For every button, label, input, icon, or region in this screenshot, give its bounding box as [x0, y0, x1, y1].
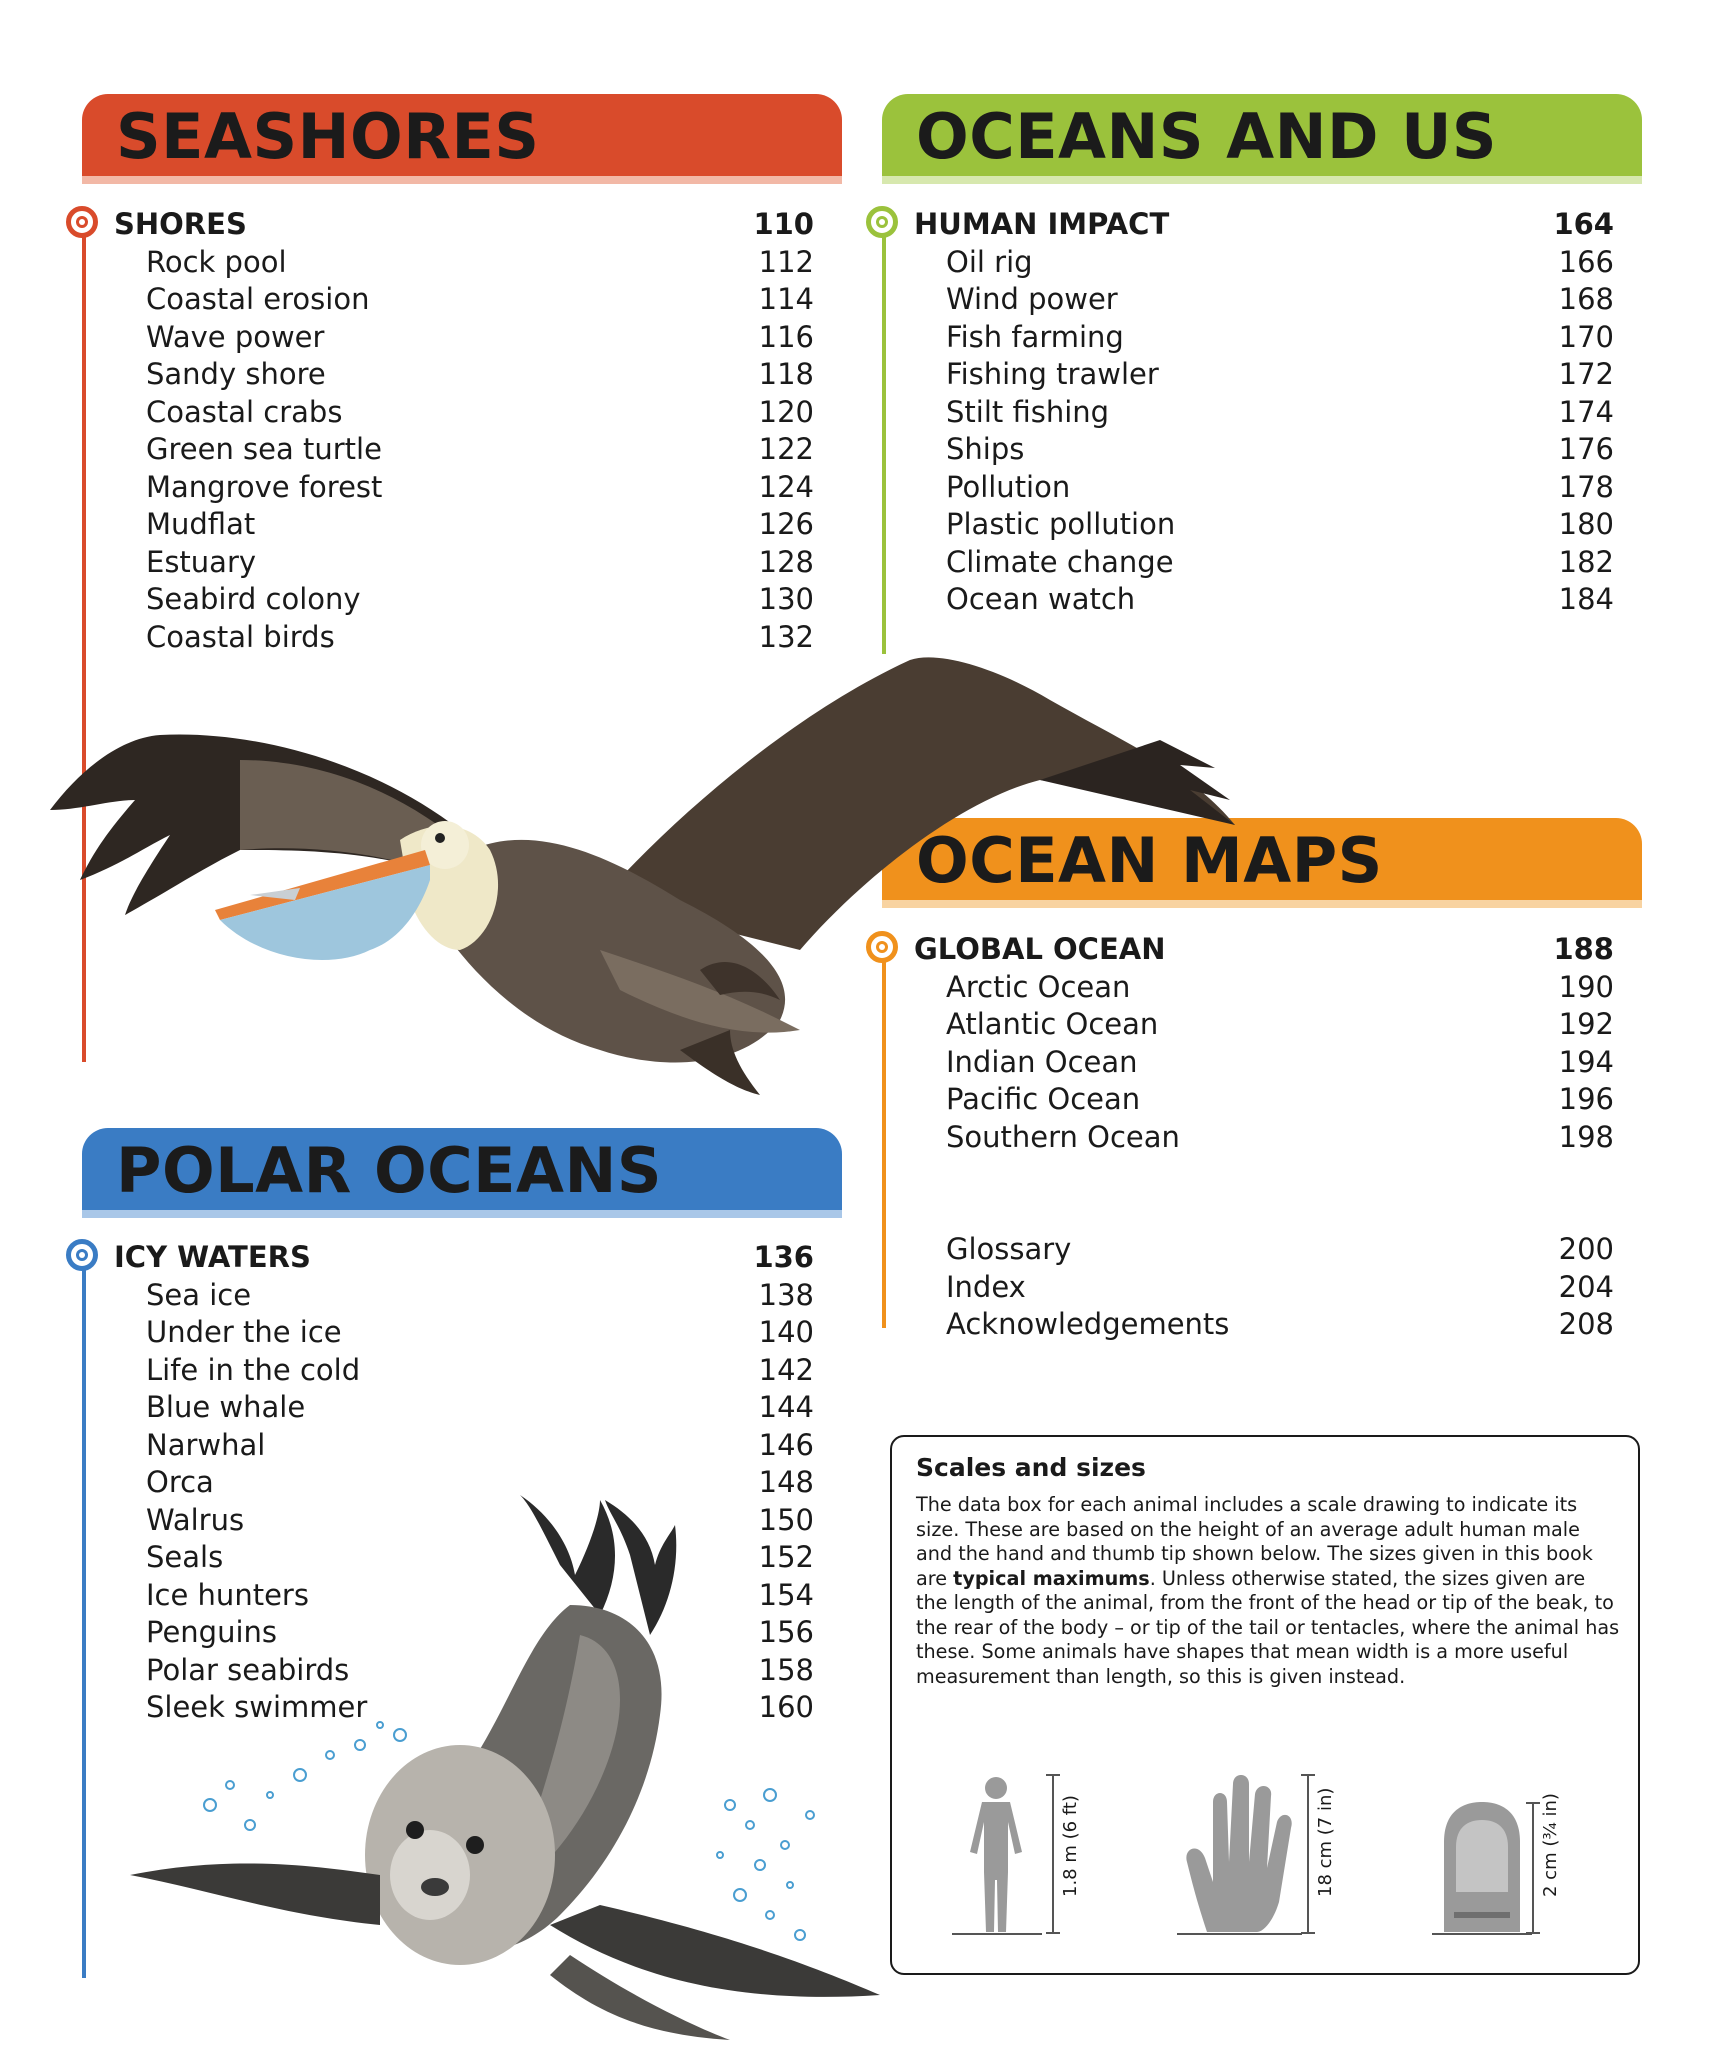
toc-label: Indian Ocean — [946, 1044, 1138, 1079]
scale-label: 2 cm (¾ in) — [1540, 1793, 1561, 1897]
scales-title: Scales and sizes — [916, 1453, 1146, 1482]
toc-item — [146, 469, 814, 506]
toc-item — [946, 281, 1614, 318]
toc-label: Narwhal — [146, 1427, 266, 1462]
toc-label: ICY WATERS — [114, 1240, 311, 1274]
toc-item — [946, 544, 1614, 581]
toc-label: Rock pool — [146, 244, 287, 279]
toc-page-number: 142 — [758, 1352, 814, 1387]
toc-page-number: 146 — [758, 1427, 814, 1462]
toc-item — [946, 244, 1614, 281]
toc-label: SHORES — [114, 207, 247, 241]
toc-item — [946, 319, 1614, 356]
toc-page-number: 178 — [1558, 469, 1614, 504]
toc-page-number: 140 — [758, 1315, 814, 1349]
toc-label: Green sea turtle — [146, 432, 382, 466]
section-banner — [82, 1128, 842, 1218]
toc-page-number: 168 — [1558, 282, 1614, 316]
bullet-icon — [66, 206, 98, 238]
toc-item — [146, 281, 814, 318]
toc-label: Sea ice — [146, 1277, 252, 1312]
toc-label: Glossary — [946, 1232, 1072, 1266]
bullet-icon — [66, 1239, 98, 1271]
toc-page-number: 182 — [1558, 544, 1614, 579]
toc-item — [146, 1314, 814, 1351]
toc-page-number: 144 — [758, 1390, 814, 1424]
toc-page-number: 166 — [1558, 244, 1614, 279]
toc-label: Mudflat — [146, 507, 256, 541]
toc-label: Walrus — [146, 1502, 245, 1537]
toc-page-number: 160 — [758, 1690, 814, 1724]
toc-item — [946, 1119, 1614, 1156]
toc-page-number: 204 — [1558, 1269, 1614, 1304]
pelican-illustration — [40, 650, 1240, 1100]
toc-page-number: 200 — [1558, 1232, 1614, 1266]
scale-figure-thumb — [1432, 1772, 1622, 1942]
section-title: OCEAN MAPS — [916, 824, 1383, 897]
scale-figure-human — [952, 1772, 1112, 1942]
scale-label: 18 cm (7 in) — [1315, 1787, 1336, 1897]
scales-text: The data box for each animal includes a scale drawing to indicate its size. These are based on the height of an average adult human male and the hand and thumb tip shown below. The sizes given in this book are typical maximums. Unless otherwise stated, the sizes given are the length of the animal, from the front of the head or tip of the beak, to the rear of the body – or tip of the tail or tentacles, where the animal has these. Some animals have shapes that mean width is a more useful measurement than length, so this is given instead. — [916, 1493, 1620, 1688]
toc-label: Ocean watch — [946, 582, 1136, 616]
toc-page-number: 158 — [758, 1652, 814, 1687]
toc-label: Wave power — [146, 319, 325, 354]
toc-item — [946, 469, 1614, 506]
toc-label: Arctic Ocean — [946, 969, 1131, 1004]
toc-page-number: 122 — [758, 432, 814, 466]
seal-illustration — [130, 1495, 890, 2045]
section-line — [82, 1250, 86, 1978]
toc-label: Stilt fishing — [946, 394, 1110, 429]
toc-label: Pollution — [946, 469, 1071, 504]
toc-page-number: 126 — [758, 507, 814, 541]
toc-item — [946, 356, 1614, 393]
toc-item — [946, 1231, 1614, 1268]
toc-label: Seals — [146, 1540, 224, 1574]
toc-label: Ships — [946, 432, 1025, 466]
toc-label: Sandy shore — [146, 357, 326, 391]
section-title: POLAR OCEANS — [116, 1134, 663, 1207]
toc-item — [146, 1277, 814, 1314]
toc-item — [146, 431, 814, 468]
toc-label: Blue whale — [146, 1390, 306, 1424]
toc-item — [946, 394, 1614, 431]
toc-label: Southern Ocean — [946, 1119, 1180, 1154]
toc-label: Fish farming — [946, 319, 1124, 354]
toc-label: Wind power — [946, 282, 1118, 316]
toc-label: HUMAN IMPACT — [914, 207, 1170, 241]
toc-page-number: 132 — [758, 619, 814, 654]
toc-page-number: 174 — [1558, 394, 1614, 429]
toc-label: Atlantic Ocean — [946, 1007, 1159, 1041]
section-title: OCEANS AND US — [916, 100, 1498, 173]
scale-figure-hand — [1177, 1772, 1367, 1942]
toc-label: Coastal erosion — [146, 282, 370, 316]
toc-label: Mangrove forest — [146, 469, 383, 504]
hand-icon — [1177, 1772, 1307, 1942]
toc-page-number: 176 — [1558, 432, 1614, 466]
toc-page-number: 154 — [758, 1577, 814, 1612]
toc-label: Coastal birds — [146, 619, 335, 654]
toc-page-number: 120 — [758, 394, 814, 429]
toc-page-number: 152 — [758, 1540, 814, 1574]
toc-label: Sleek swimmer — [146, 1690, 368, 1724]
toc-label: GLOBAL OCEAN — [914, 932, 1166, 966]
human-figure-icon — [952, 1772, 1052, 1942]
toc-item — [146, 1427, 814, 1464]
toc-page-number: 184 — [1558, 582, 1614, 616]
section-banner — [882, 94, 1642, 184]
toc-page-number: 198 — [1558, 1119, 1614, 1154]
toc-page-number: 194 — [1558, 1044, 1614, 1079]
toc-item — [946, 506, 1614, 543]
toc-item — [946, 1306, 1614, 1343]
toc-heading — [114, 206, 814, 243]
toc-label: Index — [946, 1269, 1026, 1304]
toc-page-number: 180 — [1558, 507, 1614, 541]
toc-page-number: 150 — [758, 1502, 814, 1537]
toc-page-number: 188 — [1553, 932, 1614, 966]
toc-label: Estuary — [146, 544, 257, 579]
toc-page-number: 138 — [758, 1277, 814, 1312]
toc-page-number: 192 — [1558, 1007, 1614, 1041]
toc-item — [146, 394, 814, 431]
toc-label: Polar seabirds — [146, 1652, 350, 1687]
section-banner — [82, 94, 842, 184]
thumb-tip-icon — [1432, 1772, 1532, 1942]
toc-label: Ice hunters — [146, 1577, 309, 1612]
toc-page-number: 114 — [758, 282, 814, 316]
toc-heading — [114, 1239, 814, 1276]
toc-label: Oil rig — [946, 244, 1033, 279]
toc-page-number: 136 — [753, 1240, 814, 1274]
toc-page-number: 128 — [758, 544, 814, 579]
toc-label: Orca — [146, 1465, 214, 1499]
toc-label: Fishing trawler — [946, 357, 1159, 391]
toc-page-number: 172 — [1558, 357, 1614, 391]
toc-page-number: 110 — [753, 207, 814, 241]
toc-page-number: 170 — [1558, 319, 1614, 354]
section-line — [882, 214, 886, 654]
toc-item — [146, 1389, 814, 1426]
toc-label: Life in the cold — [146, 1352, 361, 1387]
toc-page-number: 196 — [1558, 1082, 1614, 1116]
toc-page-number: 208 — [1558, 1307, 1614, 1341]
toc-item — [146, 581, 814, 618]
section-title: SEASHORES — [116, 100, 540, 173]
toc-item — [146, 356, 814, 393]
toc-item — [146, 544, 814, 581]
toc-page-number: 118 — [758, 357, 814, 391]
toc-label: Plastic pollution — [946, 507, 1176, 541]
toc-item — [946, 431, 1614, 468]
toc-label: Under the ice — [146, 1315, 342, 1349]
toc-page-number: 124 — [758, 469, 814, 504]
toc-page-number: 156 — [758, 1615, 814, 1649]
toc-page-number: 164 — [1553, 207, 1614, 241]
toc-item — [146, 244, 814, 281]
toc-label: Coastal crabs — [146, 394, 343, 429]
scales-box — [890, 1435, 1640, 1975]
toc-page-number: 190 — [1558, 969, 1614, 1004]
toc-page-number: 112 — [758, 244, 814, 279]
toc-item — [946, 1269, 1614, 1306]
toc-page-number: 148 — [758, 1465, 814, 1499]
toc-label: Seabird colony — [146, 582, 361, 616]
toc-label: Pacific Ocean — [946, 1082, 1141, 1116]
toc-item — [946, 581, 1614, 618]
toc-heading — [914, 206, 1614, 243]
toc-label: Climate change — [946, 544, 1174, 579]
toc-label: Acknowledgements — [946, 1307, 1230, 1341]
bullet-icon — [866, 206, 898, 238]
toc-item — [146, 319, 814, 356]
toc-item — [146, 1352, 814, 1389]
toc-page-number: 116 — [758, 319, 814, 354]
toc-item — [146, 506, 814, 543]
scale-label: 1.8 m (6 ft) — [1060, 1795, 1081, 1897]
toc-label: Penguins — [146, 1615, 278, 1649]
toc-page-number: 130 — [758, 582, 814, 616]
